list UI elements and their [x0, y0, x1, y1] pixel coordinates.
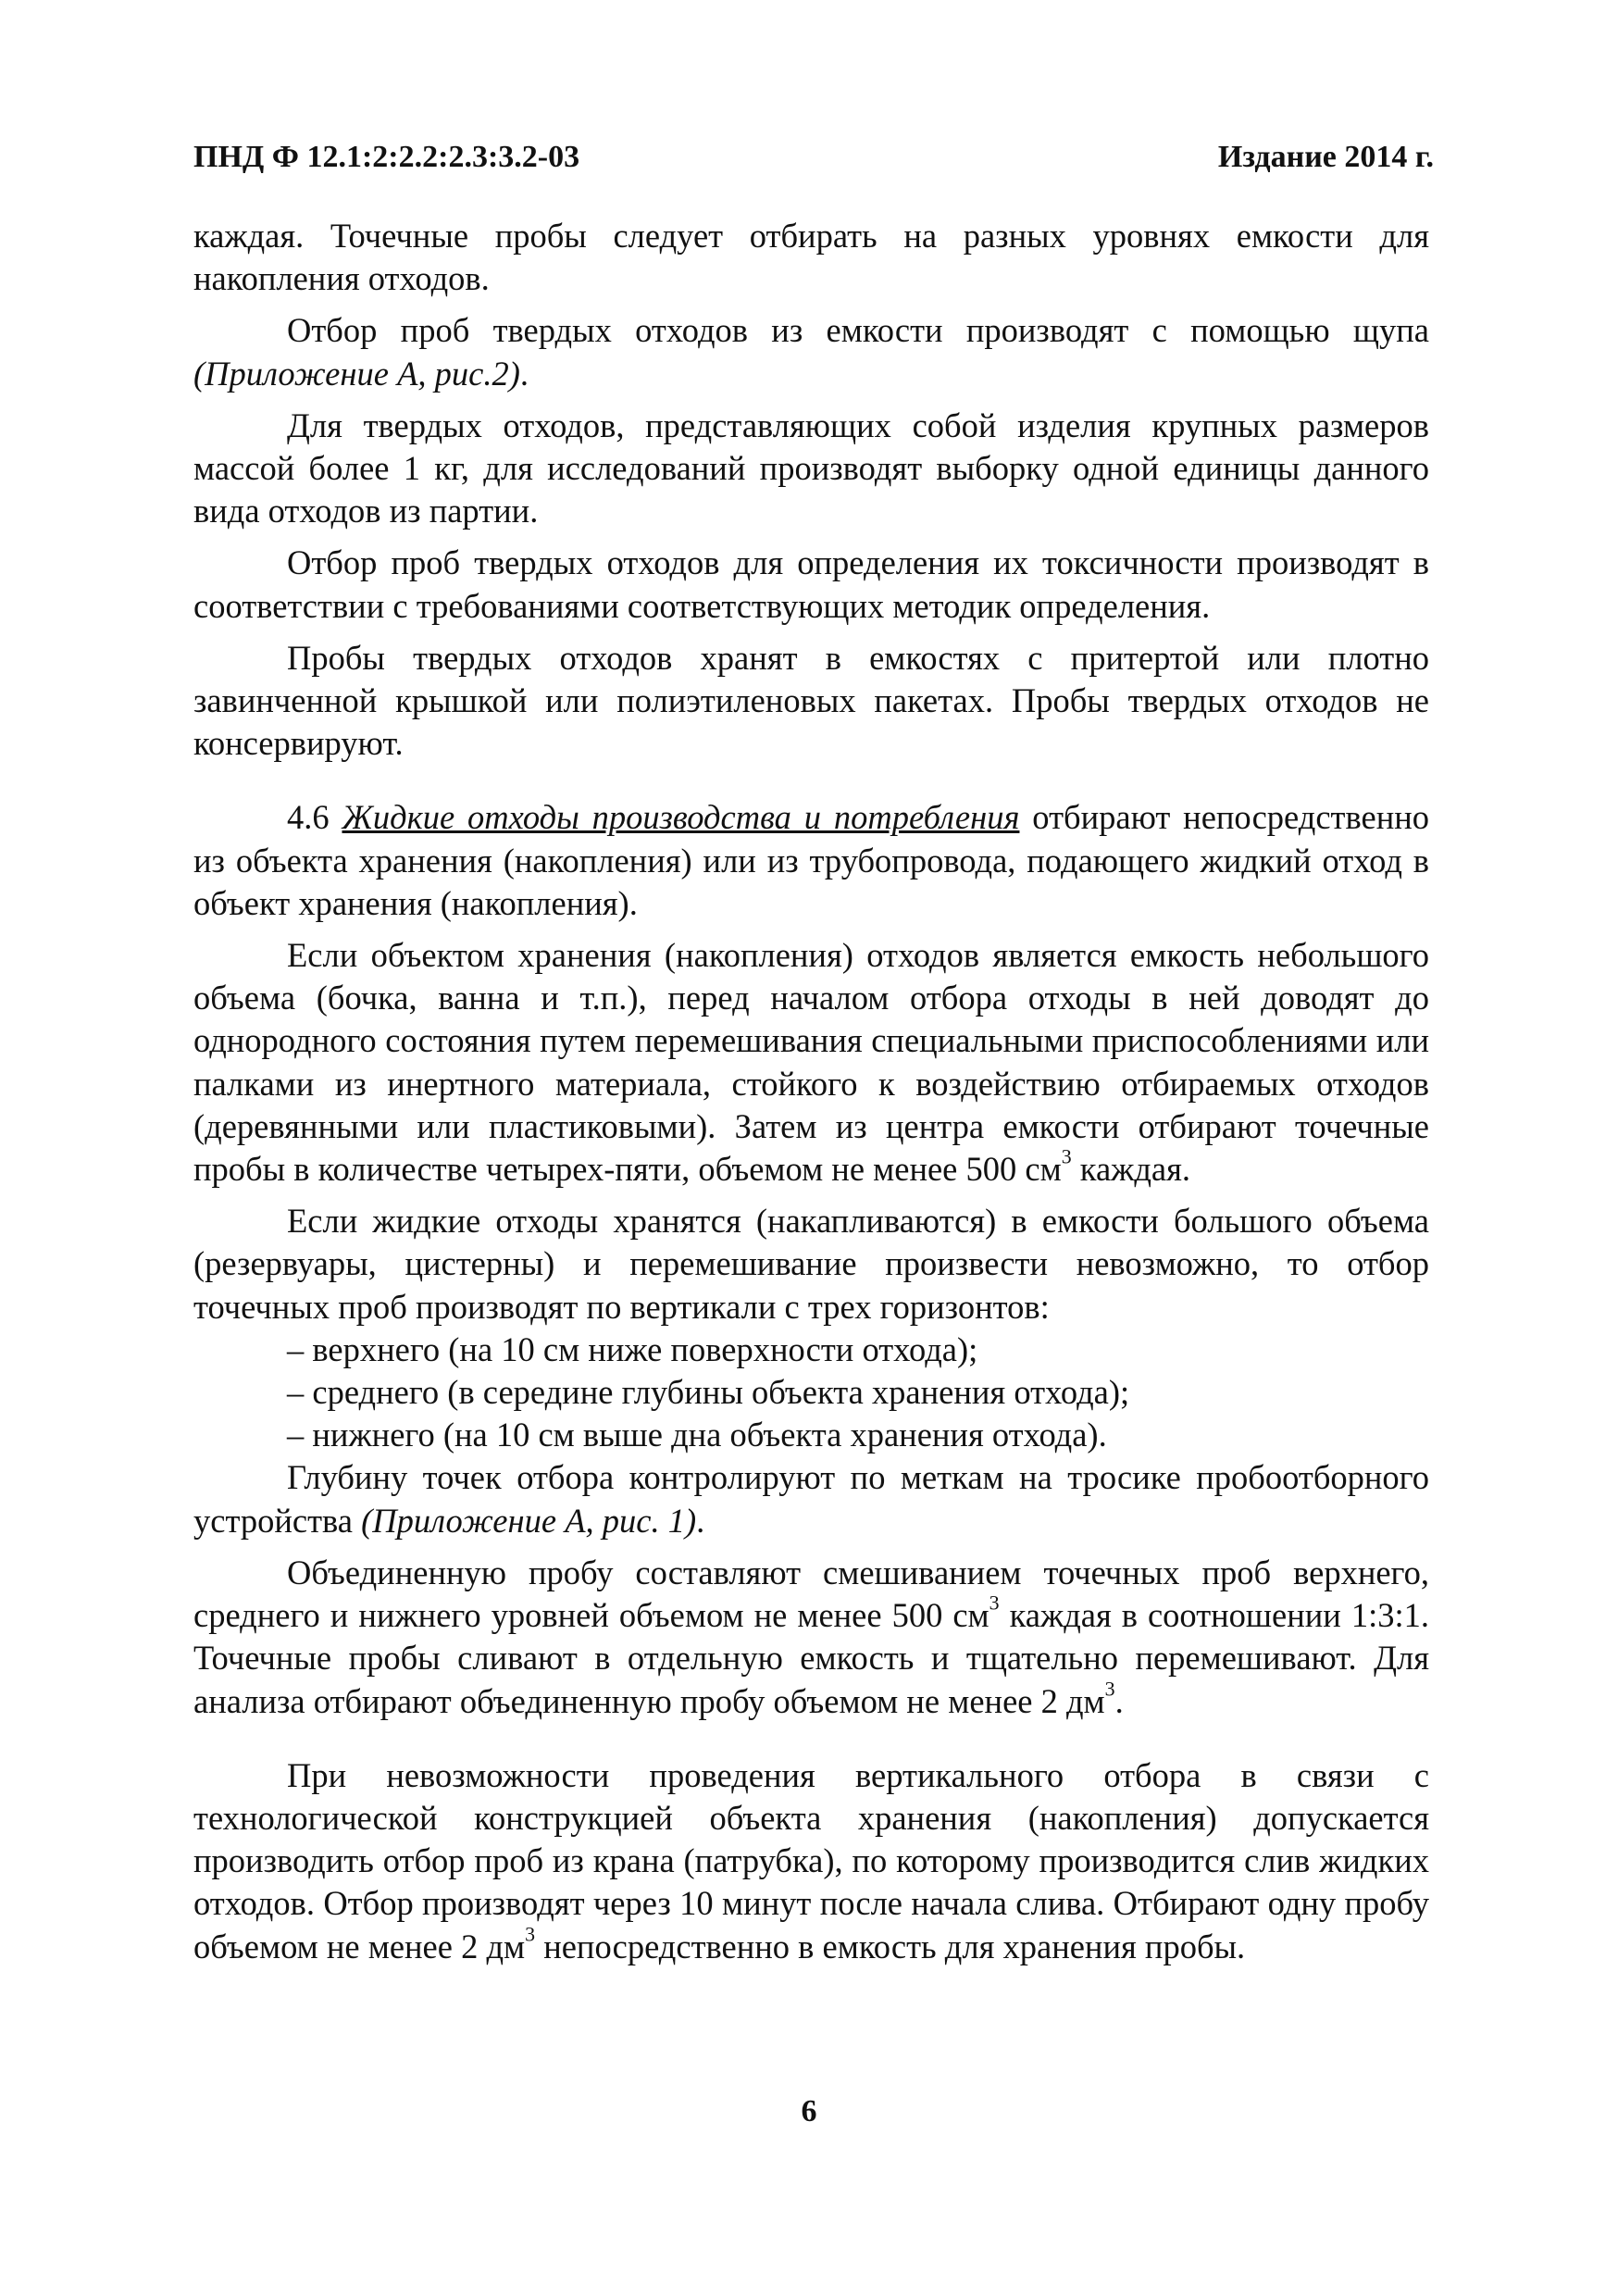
superscript: 3: [1104, 1676, 1115, 1700]
edition-label: Издание 2014 г.: [1217, 140, 1434, 174]
paragraph: [193, 1552, 1429, 1723]
superscript: 3: [989, 1591, 1000, 1615]
paragraph-text: непосредственно в емкость для хранения пробы.: [535, 1927, 1246, 1965]
section-title: Жидкие отходы производства и потребления: [342, 798, 1020, 837]
paragraph-text: .: [519, 354, 529, 393]
list-item: – среднего (в середине глубины объекта хранения отхода);: [287, 1373, 1130, 1412]
section-paragraph: [193, 796, 1429, 925]
paragraph: Отбор проб твердых отходов для определения их токсичности производят в соответствии с требованиями соответствующих методик определения.: [193, 543, 1429, 625]
superscript: 3: [1061, 1144, 1072, 1168]
paragraph-text: .: [1114, 1681, 1124, 1720]
paragraph-text: каждая.: [1071, 1150, 1191, 1189]
paragraph-text: каждая в соотношении 1:3:1. Точечные пробы сливают в отдельную емкость и тщательно перемешивают. Для анализа отбирают объединенную пробу объемом не менее 2 дм: [193, 1596, 1429, 1720]
list-item: – нижнего (на 10 см выше дна объекта хранения отхода).: [287, 1416, 1107, 1454]
body-text: [193, 215, 1429, 1968]
paragraph: [193, 1754, 1429, 1968]
paragraph-text: Объединенную пробу составляют смешиванием точечных проб верхнего, среднего и нижнего уровней объемом не менее 500 см: [193, 1553, 1429, 1635]
page-number: 6: [801, 2094, 817, 2128]
paragraph: каждая. Точечные пробы следует отбирать на разных уровнях емкости для накопления отходов.: [193, 217, 1429, 298]
superscript: 3: [525, 1921, 536, 1945]
paragraph: [193, 309, 1429, 394]
paragraph: Для твердых отходов, представляющих собой изделия крупных размеров массой более 1 кг, для исследований производят выборку одной единицы данного вида отходов из партии.: [193, 406, 1429, 530]
paragraph-text: При невозможности проведения вертикального отбора в связи с технологической конструкцией объекта хранения (накопления) допускается производить отбор проб из крана (патрубка), по которому производится слив жидких отходов. Отбор производят через 10 минут после начала слива. Отбирают одну пробу объемом не менее 2 дм: [193, 1755, 1429, 1965]
paragraph-text: .: [696, 1501, 705, 1540]
appendix-reference: (Приложение А, рис.2): [193, 354, 520, 393]
appendix-reference: (Приложение А, рис. 1): [361, 1501, 697, 1540]
paragraph-text: Если объектом хранения (накопления) отходов является емкость небольшого объема (бочка, ванна и т.п.), перед началом отбора отходы в ней доводят до однородного состояния путем перемешивания специальными приспособлениями или палками из инертного материала, стойкого к воздействию отбираемых отходов (деревянными или пластиковыми). Затем из центра емкости отбирают точечные пробы в количестве четырех-пяти, объемом не менее 500 см: [193, 936, 1429, 1189]
document-id: ПНД Ф 12.1:2:2.2:2.3:3.2-03: [193, 140, 580, 174]
paragraph: Пробы твердых отходов хранят в емкостях с притертой или плотно завинченной крышкой или полиэтиленовых пакетах. Пробы твердых отходов не консервируют.: [193, 638, 1429, 763]
paragraph-text: отбирают непосредственно из объекта хранения (накопления) или из трубопровода, подающего жидкий отход в объект хранения (накопления).: [193, 798, 1430, 922]
paragraph-text: Глубину точек отбора контролируют по меткам на тросике пробоотборного устройства: [193, 1458, 1429, 1540]
paragraph: Если жидкие отходы хранятся (накапливаются) в емкости большого объема (резервуары, цистерны) и перемешивание произвести невозможно, то отбор точечных проб производят по вертикали с трех горизонтов:: [193, 1202, 1429, 1326]
paragraph: [193, 934, 1429, 1191]
section-number: 4.6: [287, 798, 342, 837]
paragraph: [193, 1456, 1429, 1541]
list-item: – верхнего (на 10 см ниже поверхности отхода);: [287, 1329, 978, 1368]
paragraph-text: Отбор проб твердых отходов из емкости производят с помощью щупа: [287, 311, 1429, 350]
